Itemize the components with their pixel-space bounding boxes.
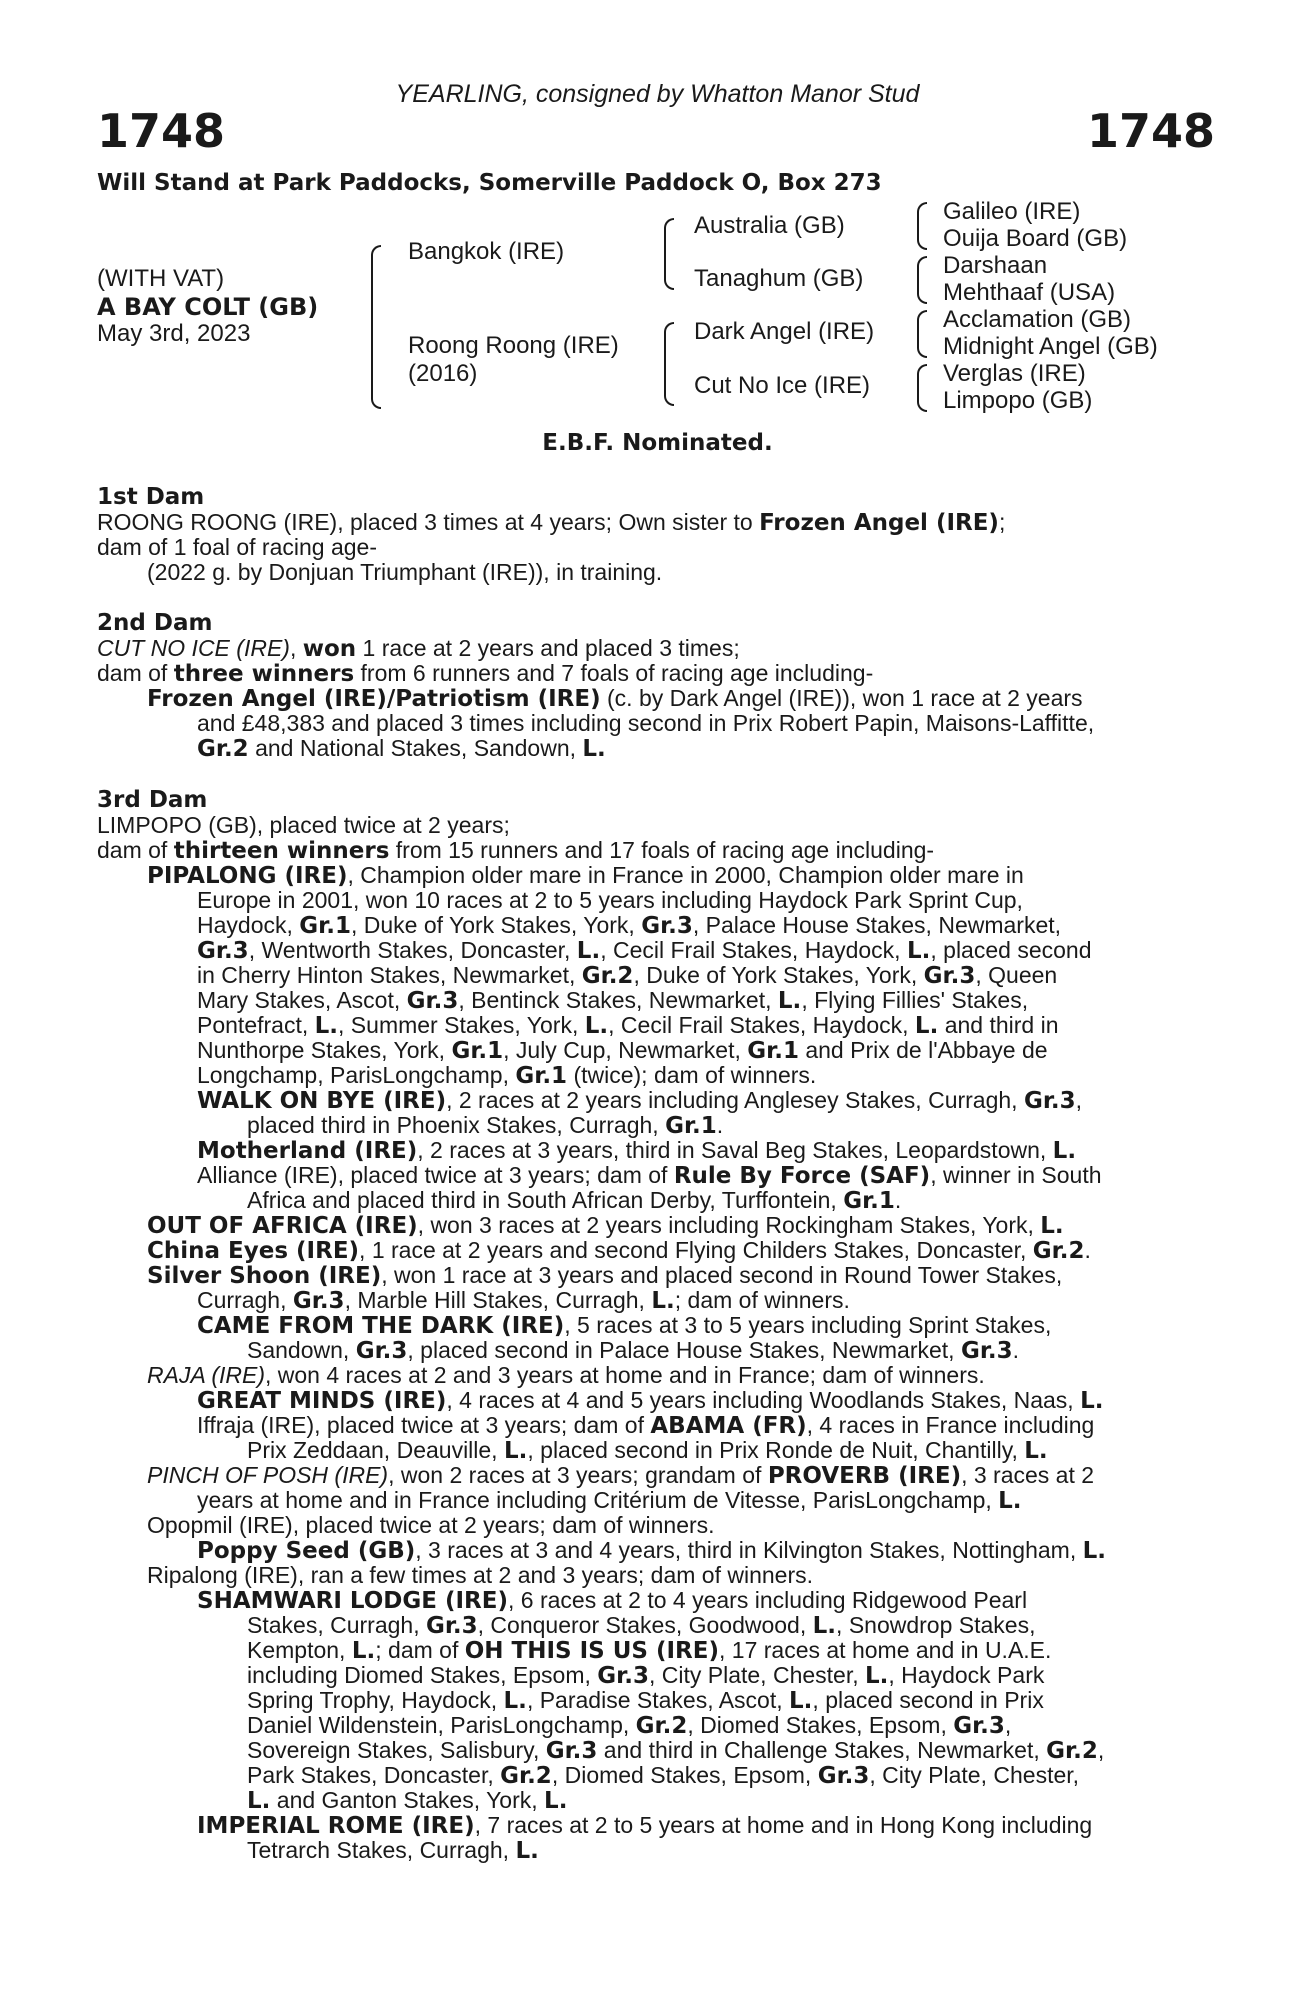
text-segment: Gr.2: [635, 1713, 688, 1739]
text-segment: (twice); dam of winners.: [567, 1062, 817, 1088]
text-line: [197, 938, 1092, 964]
text-segment: , placed second in Prix Ronde de Nuit, Chantilly,: [527, 1437, 1025, 1463]
text-segment: and £48,383 and placed 3 times including second in Prix Robert Papin, Maisons-Laffitte,: [197, 710, 1095, 736]
text-segment: dam of: [97, 660, 174, 686]
text-segment: IMPERIAL ROME (IRE): [197, 1813, 475, 1839]
text-segment: Gr.2: [1046, 1738, 1098, 1764]
text-segment: , Bentinck Stakes, Newmarket,: [458, 987, 778, 1013]
text-segment: OH THIS IS US (IRE): [464, 1638, 719, 1664]
third-dam-heading: 3rd Dam: [97, 787, 208, 813]
text-segment: , placed second in Palace House Stakes, Newmarket,: [407, 1337, 961, 1363]
text-segment: , Duke of York Stakes, York,: [633, 962, 924, 988]
text-segment: .: [1012, 1337, 1020, 1363]
text-segment: WALK ON BYE (IRE): [197, 1088, 447, 1114]
text-segment: including Diomed Stakes, Epsom,: [247, 1662, 598, 1688]
text-segment: ABAMA (FR): [650, 1413, 807, 1439]
text-line: [197, 1538, 1106, 1564]
sire-dam-brace: [371, 245, 381, 409]
text-line: [197, 963, 1057, 989]
text-segment: Ripalong (IRE), ran a few times at 2 and 3 years; dam of winners.: [147, 1562, 814, 1588]
text-segment: , Duke of York Stakes, York,: [350, 912, 642, 938]
text-line: [147, 1563, 813, 1588]
text-line: [247, 1688, 1044, 1714]
text-segment: , placed second in Prix: [812, 1687, 1044, 1713]
text-segment: .: [1084, 1237, 1091, 1263]
grandparent-7: Verglas (IRE): [943, 360, 1086, 387]
text-segment: ROONG ROONG (IRE), placed 3 times at 4 years; Own sister to: [97, 509, 760, 535]
text-segment: Gr.2: [500, 1763, 552, 1789]
text-segment: ; dam of: [375, 1637, 465, 1663]
text-segment: , placed second: [930, 937, 1092, 963]
text-line: [97, 510, 1005, 536]
text-segment: L.: [247, 1788, 271, 1814]
grandparent-3: Darshaan: [943, 252, 1048, 279]
text-line: [147, 1363, 985, 1388]
text-segment: Gr.1: [451, 1038, 504, 1064]
text-segment: PINCH OF POSH (IRE): [147, 1462, 389, 1488]
ebf-note: E.B.F. Nominated.: [542, 430, 773, 456]
text-segment: Nunthorpe Stakes, York,: [197, 1037, 452, 1063]
grandparent-1: Galileo (IRE): [943, 198, 1081, 225]
text-line: [197, 1588, 1027, 1614]
text-segment: Gr.1: [843, 1188, 895, 1214]
text-line: [197, 1163, 1102, 1189]
text-line: [247, 1788, 567, 1814]
text-segment: , won 1 race at 3 years and placed second in Round Tower Stakes,: [381, 1262, 1063, 1288]
grandparent-8: Limpopo (GB): [943, 387, 1093, 414]
text-segment: L.: [544, 1788, 568, 1814]
text-segment: ; dam of winners.: [674, 1287, 850, 1313]
text-line: [197, 988, 1028, 1014]
text-segment: Alliance (IRE), placed twice at 3 years; dam of: [197, 1162, 674, 1188]
text-segment: ,: [1075, 1087, 1083, 1113]
text-segment: Frozen Angel (IRE): [759, 510, 999, 536]
text-segment: Motherland (IRE): [197, 1138, 418, 1164]
text-line: [147, 560, 662, 585]
grandparent-2: Ouija Board (GB): [943, 225, 1128, 252]
text-segment: Poppy Seed (GB): [197, 1538, 416, 1564]
text-segment: L.: [576, 938, 601, 964]
text-segment: Sovereign Stakes, Salisbury,: [247, 1737, 546, 1763]
text-segment: L.: [777, 988, 802, 1014]
text-segment: Pontefract,: [197, 1012, 315, 1038]
text-segment: CAME FROM THE DARK (IRE): [197, 1313, 565, 1339]
text-segment: Gr.1: [299, 913, 351, 939]
text-segment: Gr.3: [641, 913, 693, 939]
text-segment: , City Plate, Chester,: [648, 1662, 865, 1688]
text-segment: LIMPOPO (GB), placed twice at 2 years;: [97, 812, 510, 838]
text-segment: .: [894, 1187, 902, 1213]
text-segment: and third in: [938, 1012, 1059, 1038]
text-segment: , Haydock Park: [888, 1662, 1045, 1688]
text-segment: Sandown,: [247, 1337, 356, 1363]
text-segment: L.: [1024, 1438, 1048, 1464]
text-line: [247, 1638, 1051, 1664]
text-segment: Silver Shoon (IRE): [147, 1263, 382, 1289]
text-segment: Spring Trophy, Haydock,: [247, 1687, 504, 1713]
grandparent-4: Mehthaaf (USA): [943, 279, 1116, 306]
text-line: [197, 711, 1094, 736]
text-segment: Gr.3: [597, 1663, 649, 1689]
text-segment: L.: [1040, 1213, 1064, 1239]
text-segment: , won 2 races at 3 years; grandam of: [388, 1462, 768, 1488]
second-dam-heading: 2nd Dam: [97, 610, 213, 636]
text-segment: , 4 races at 4 and 5 years including Woodlands Stakes, Naas,: [446, 1387, 1081, 1413]
text-segment: Gr.3: [1023, 1088, 1076, 1114]
text-segment: ,: [289, 635, 303, 661]
text-segment: PIPALONG (IRE): [147, 863, 348, 889]
text-line: [197, 1388, 1104, 1414]
text-segment: dam of: [97, 837, 174, 863]
text-segment: Gr.1: [515, 1063, 568, 1089]
text-line: [147, 686, 1083, 712]
text-line: [197, 1488, 1022, 1514]
text-segment: L.: [351, 1638, 376, 1664]
sire-sire: Australia (GB): [694, 212, 845, 239]
text-line: [247, 1438, 1048, 1464]
text-segment: Stakes, Curragh,: [247, 1612, 426, 1638]
text-line: [97, 813, 510, 838]
text-segment: , 7 races at 2 to 5 years at home and in Hong Kong including: [474, 1812, 1093, 1838]
text-segment: (2022 g. by Donjuan Triumphant (IRE)), in training.: [147, 559, 663, 585]
text-segment: Iffraja (IRE), placed twice at 3 years; dam of: [197, 1412, 651, 1438]
text-segment: from 15 runners and 17 foals of racing age including-: [389, 837, 935, 863]
text-segment: Africa and placed third in South African Derby, Turffontein,: [247, 1187, 844, 1213]
text-line: [197, 1063, 816, 1089]
text-line: [97, 661, 873, 687]
text-segment: L.: [812, 1613, 837, 1639]
text-line: [147, 1513, 715, 1538]
text-segment: ;: [998, 509, 1006, 535]
text-segment: .: [716, 1112, 724, 1138]
text-segment: , Queen: [975, 962, 1058, 988]
text-segment: L.: [998, 1488, 1022, 1514]
text-segment: L.: [582, 736, 606, 762]
text-line: [197, 1038, 1048, 1064]
text-line: [197, 1413, 1094, 1439]
text-line: [197, 1088, 1082, 1114]
text-segment: , won 3 races at 2 years including Rockingham Stakes, York,: [417, 1212, 1041, 1238]
text-segment: , Champion older mare in France in 2000, Champion older mare in: [347, 862, 1024, 888]
text-segment: Gr.3: [953, 1713, 1005, 1739]
text-segment: Longchamp, ParisLongchamp,: [197, 1062, 516, 1088]
text-segment: placed third in Phoenix Stakes, Curragh,: [247, 1112, 666, 1138]
text-segment: L.: [1080, 1388, 1104, 1414]
text-segment: OUT OF AFRICA (IRE): [147, 1213, 418, 1239]
text-segment: , Diomed Stakes, Epsom,: [687, 1712, 954, 1738]
text-segment: , Wentworth Stakes, Doncaster,: [248, 937, 577, 963]
page-subtitle: YEARLING, consigned by Whatton Manor Stud: [395, 80, 920, 108]
text-segment: Europe in 2001, won 10 races at 2 to 5 years including Haydock Park Sprint Cup,: [197, 887, 1023, 913]
text-segment: , Flying Fillies' Stakes,: [801, 987, 1029, 1013]
text-segment: (c. by Dark Angel (IRE)), won 1 race at 2 years: [600, 685, 1083, 711]
text-segment: and third in Challenge Stakes, Newmarket,: [597, 1737, 1047, 1763]
text-segment: from 6 runners and 7 foals of racing age including-: [354, 660, 874, 686]
text-segment: thirteen winners: [173, 838, 390, 864]
text-line: [197, 736, 606, 762]
text-line: [197, 1013, 1059, 1039]
text-line: [197, 913, 1061, 939]
text-segment: Park Stakes, Doncaster,: [247, 1762, 501, 1788]
text-segment: and Prix de l'Abbaye de: [798, 1037, 1048, 1063]
text-segment: Gr.2: [1032, 1238, 1085, 1264]
text-line: [247, 1738, 1104, 1764]
text-segment: Mary Stakes, Ascot,: [197, 987, 407, 1013]
text-segment: , Cecil Frail Stakes, Haydock,: [608, 1012, 915, 1038]
text-line: [197, 1313, 1051, 1339]
text-segment: Tetrarch Stakes, Curragh,: [247, 1837, 516, 1863]
text-line: [97, 838, 934, 864]
text-segment: , July Cup, Newmarket,: [503, 1037, 748, 1063]
text-line: [97, 535, 377, 560]
text-segment: Gr.3: [355, 1338, 408, 1364]
text-segment: , 17 races at home and in U.A.E.: [719, 1637, 1052, 1663]
text-segment: , 2 races at 3 years, third in Saval Beg Stakes, Leopardstown,: [417, 1137, 1053, 1163]
text-segment: Gr.3: [545, 1738, 598, 1764]
text-segment: Gr.2: [581, 963, 634, 989]
text-line: [147, 1238, 1091, 1264]
text-segment: , Marble Hill Stakes, Curragh,: [344, 1287, 652, 1313]
text-segment: Gr.3: [406, 988, 459, 1014]
text-segment: L.: [906, 938, 931, 964]
text-segment: L.: [914, 1013, 939, 1039]
text-line: [197, 1813, 1092, 1839]
text-segment: L.: [865, 1663, 889, 1689]
text-segment: , 2 races at 2 years including Anglesey Stakes, Curragh,: [446, 1087, 1024, 1113]
text-line: [197, 1288, 850, 1314]
text-segment: won: [302, 636, 357, 662]
text-segment: Gr.3: [197, 938, 249, 964]
dam-dam: Cut No Ice (IRE): [694, 372, 871, 399]
text-segment: L.: [314, 1013, 339, 1039]
text-segment: three winners: [173, 661, 355, 687]
horse-name: A BAY COLT (GB): [97, 293, 319, 321]
text-segment: Haydock,: [197, 912, 300, 938]
text-segment: Gr.1: [747, 1038, 799, 1064]
text-line: [247, 1663, 1044, 1689]
text-segment: , Diomed Stakes, Epsom,: [551, 1762, 818, 1788]
foaling-date: May 3rd, 2023: [97, 320, 251, 347]
text-segment: SHAMWARI LODGE (IRE): [197, 1588, 508, 1614]
text-segment: , City Plate, Chester,: [869, 1762, 1080, 1788]
text-segment: years at home and in France including Critérium de Vitesse, ParisLongchamp,: [197, 1487, 999, 1513]
text-segment: L.: [1052, 1138, 1077, 1164]
dam-parents-brace: [664, 322, 674, 406]
dam-year: (2016): [408, 360, 478, 387]
text-segment: , 3 races at 2: [961, 1462, 1095, 1488]
text-line: [247, 1838, 539, 1864]
text-segment: Gr.1: [665, 1113, 717, 1139]
text-segment: Gr.3: [292, 1288, 345, 1314]
text-segment: L.: [1082, 1538, 1107, 1564]
brace-g4: [917, 364, 927, 412]
text-segment: , 3 races at 3 and 4 years, third in Kilvington Stakes, Nottingham,: [415, 1537, 1083, 1563]
text-line: [247, 1188, 901, 1214]
text-line: [147, 863, 1024, 889]
text-segment: , Cecil Frail Stakes, Haydock,: [600, 937, 907, 963]
brace-g1: [917, 202, 927, 250]
grandparent-5: Acclamation (GB): [943, 306, 1132, 333]
text-segment: L.: [584, 1013, 609, 1039]
text-segment: , 4 races in France including: [806, 1412, 1095, 1438]
text-segment: PROVERB (IRE): [767, 1463, 962, 1489]
text-line: [147, 1213, 1064, 1239]
text-segment: , 5 races at 3 to 5 years including Sprint Stakes,: [564, 1312, 1052, 1338]
sire: Bangkok (IRE): [408, 238, 565, 265]
text-segment: , Palace House Stakes, Newmarket,: [692, 912, 1062, 938]
text-segment: , Paradise Stakes, Ascot,: [526, 1687, 790, 1713]
text-segment: , 1 race at 2 years and second Flying Childers Stakes, Doncaster,: [359, 1237, 1033, 1263]
text-segment: L.: [515, 1838, 539, 1864]
text-segment: GREAT MINDS (IRE): [197, 1388, 447, 1414]
text-segment: Gr.3: [960, 1338, 1013, 1364]
text-segment: ,: [1004, 1712, 1012, 1738]
text-segment: in Cherry Hinton Stakes, Newmarket,: [197, 962, 582, 988]
dam: Roong Roong (IRE): [408, 332, 619, 359]
text-segment: CUT NO ICE (IRE): [97, 635, 290, 661]
text-segment: Gr.3: [425, 1613, 478, 1639]
brace-g3: [917, 310, 927, 358]
text-segment: L.: [503, 1438, 528, 1464]
text-segment: Opopmil (IRE), placed twice at 2 years; dam of winners.: [147, 1512, 715, 1538]
stable-location: Will Stand at Park Paddocks, Somerville Paddock O, Box 273: [97, 170, 882, 196]
lot-number-left: 1748: [97, 104, 226, 158]
text-segment: , Conqueror Stakes, Goodwood,: [477, 1612, 813, 1638]
text-segment: , Snowdrop Stakes,: [836, 1612, 1036, 1638]
text-segment: L.: [503, 1688, 527, 1714]
text-segment: , Summer Stakes, York,: [338, 1012, 585, 1038]
text-segment: Curragh,: [197, 1287, 293, 1313]
text-segment: Kempton,: [247, 1637, 352, 1663]
text-segment: , winner in South: [930, 1162, 1102, 1188]
vat-note: (WITH VAT): [97, 265, 225, 292]
sire-parents-brace: [664, 218, 674, 290]
text-segment: , 6 races at 2 to 4 years including Ridgewood Pearl: [508, 1587, 1028, 1613]
text-segment: Gr.2: [197, 736, 249, 762]
text-segment: Daniel Wildenstein, ParisLongchamp,: [247, 1712, 636, 1738]
brace-g2: [917, 256, 927, 304]
lot-number-right: 1748: [1086, 104, 1215, 158]
text-segment: Gr.3: [923, 963, 976, 989]
text-line: [97, 636, 740, 662]
text-line: [147, 1263, 1062, 1289]
text-line: [197, 1138, 1076, 1164]
first-dam-heading: 1st Dam: [97, 484, 205, 510]
text-line: [247, 1613, 1036, 1639]
text-segment: Rule By Force (SAF): [673, 1163, 931, 1189]
text-segment: RAJA (IRE): [147, 1362, 265, 1388]
text-segment: Prix Zeddaan, Deauville,: [247, 1437, 504, 1463]
text-segment: and Ganton Stakes, York,: [270, 1787, 545, 1813]
text-line: [197, 888, 1023, 913]
text-segment: Gr.3: [817, 1763, 870, 1789]
text-line: [247, 1113, 723, 1139]
text-segment: dam of 1 foal of racing age-: [97, 534, 377, 560]
text-segment: L.: [651, 1288, 675, 1314]
text-segment: ,: [1097, 1737, 1105, 1763]
text-line: [147, 1463, 1094, 1489]
text-line: [247, 1713, 1011, 1739]
text-line: [247, 1763, 1079, 1789]
dam-sire: Dark Angel (IRE): [694, 318, 875, 345]
text-segment: , won 4 races at 2 and 3 years at home and in France; dam of winners.: [265, 1362, 985, 1388]
text-segment: L.: [789, 1688, 813, 1714]
text-segment: and National Stakes, Sandown,: [248, 735, 583, 761]
grandparent-6: Midnight Angel (GB): [943, 333, 1158, 360]
sire-dam: Tanaghum (GB): [694, 265, 864, 292]
text-segment: 1 race at 2 years and placed 3 times;: [356, 635, 740, 661]
text-segment: Frozen Angel (IRE)/Patriotism (IRE): [147, 686, 601, 712]
text-segment: China Eyes (IRE): [147, 1238, 360, 1264]
text-line: [247, 1338, 1019, 1364]
